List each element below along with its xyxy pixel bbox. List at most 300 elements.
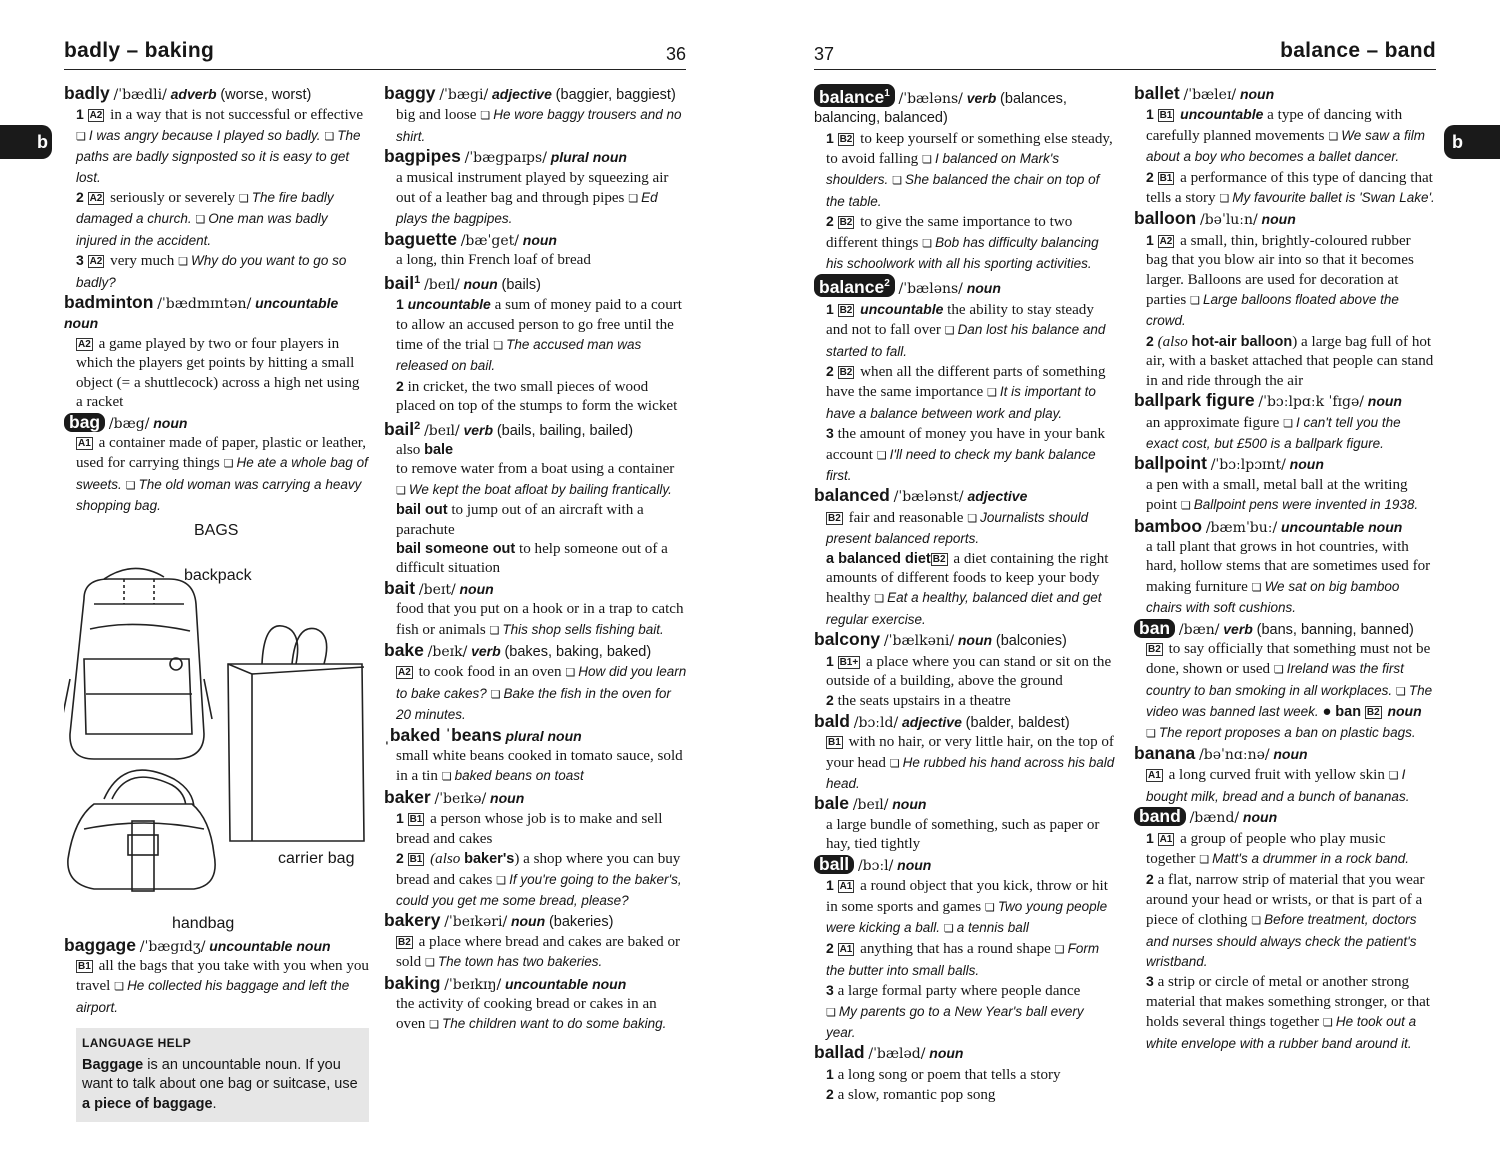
- variant: baker's: [464, 851, 515, 868]
- part-of-speech: noun: [929, 1045, 964, 1062]
- example: ❏ The town has two bakeries.: [425, 954, 602, 969]
- headword: ballpoint: [1134, 453, 1207, 474]
- language-help-title: LANGUAGE HELP: [82, 1036, 192, 1051]
- entry-bagpipes: [384, 147, 687, 230]
- entry-baguette: [384, 230, 687, 271]
- example: ❏ Ireland was the first country to ban smoking in all workplaces.: [1146, 661, 1404, 697]
- headword: ballpark figure: [1134, 390, 1255, 411]
- definition: a diet containing the right amounts of different foods to keep your body healthy: [826, 550, 1109, 607]
- sense: [1134, 765, 1436, 807]
- sense-number: 2: [826, 362, 834, 379]
- example: ❏ The fire badly damaged a church.: [76, 190, 334, 226]
- headword: bale: [814, 793, 850, 814]
- sense-number: 1: [826, 300, 834, 317]
- entry-balance-2: [814, 274, 1115, 486]
- inflections: (bails, bailing, bailed): [496, 422, 634, 439]
- sense: [384, 377, 687, 417]
- sense: [384, 849, 687, 911]
- pronunciation: /ˈbæləns/: [898, 281, 963, 298]
- definition: to help someone out of a difficult situation: [396, 541, 668, 577]
- sense: [1134, 972, 1436, 1054]
- headword-core: bag: [64, 413, 105, 432]
- part-of-speech: uncountable noun: [64, 295, 339, 332]
- entry-baker: [384, 788, 687, 911]
- example: ❏ The paths are badly signposted so it is easy to get lost.: [76, 128, 361, 185]
- pronunciation: /bəˈnɑːnə/: [1199, 747, 1270, 763]
- phrase-sense: [814, 550, 1115, 631]
- sense-number: 1: [396, 296, 404, 313]
- part-of-speech: noun: [153, 414, 188, 431]
- definition: a person whose job is to make and sell bread and cakes: [396, 811, 663, 847]
- sense-number: 1: [1146, 829, 1154, 846]
- example: ❏ I can't tell you the exact cost, but £500 is a ballpark figure.: [1146, 415, 1401, 451]
- homograph-number: 1: [884, 88, 890, 99]
- sense-number: 1: [76, 106, 84, 123]
- example: ❏ Large balloons floated above the crowd.: [1146, 292, 1399, 328]
- sense: [814, 1065, 1115, 1085]
- part-of-speech: adverb: [170, 86, 217, 102]
- pronunciation: /beɪt/: [418, 581, 456, 598]
- paren-close: ): [514, 851, 520, 868]
- definition: a sum of money paid to a court to allow an accused person to go free until the time of the trial: [396, 297, 682, 353]
- example: ❏ The old woman was carrying a heavy shopping bag.: [76, 477, 361, 513]
- pronunciation: /bəˈluːn/: [1200, 212, 1258, 229]
- example: ❏ He wore baggy trousers and no shirt.: [396, 107, 682, 143]
- entry-baggy: [384, 84, 687, 147]
- left-letter-tab: b: [0, 125, 52, 159]
- example: ❏ a tennis ball: [944, 920, 1029, 935]
- sense: [1134, 332, 1436, 391]
- sense-number: 2: [396, 377, 404, 394]
- pronunciation: /ˈbægpaɪps/: [464, 150, 547, 167]
- definition: a group of people who play music together: [1146, 830, 1386, 868]
- level-badge: B1: [409, 854, 423, 866]
- example: ❏ This shop sells fishing bait.: [490, 622, 664, 637]
- also-label: (also: [1157, 333, 1188, 350]
- pronunciation: /bæg/: [108, 415, 150, 432]
- variant: hot-air balloon: [1191, 333, 1293, 350]
- level-badge: B1: [78, 960, 91, 972]
- definition: seriously or severely: [110, 190, 236, 207]
- level-badge: A2: [78, 338, 91, 350]
- pronunciation: /ˈbɔːlpɑːk ˈfɪgə/: [1258, 394, 1364, 411]
- headword: bald: [814, 710, 850, 731]
- level-badge: B2: [932, 553, 946, 565]
- definition: food that you put on a hook or in a trap to catch fish or animals: [396, 601, 684, 638]
- example: ❏ Dan lost his balance and started to fall.: [826, 322, 1105, 358]
- handbag-label: handbag: [172, 914, 235, 932]
- entry-badminton: [64, 293, 369, 412]
- part-of-speech: noun: [1367, 393, 1402, 410]
- definition: to say officially that something must not be done, shown or used: [1146, 640, 1431, 678]
- sense-number: 2: [826, 692, 834, 709]
- sense: [64, 188, 369, 251]
- level-badge: B2: [839, 304, 853, 316]
- carrier-bag-drawing: [224, 619, 369, 849]
- sense: [384, 662, 687, 725]
- backpack-drawing: [64, 559, 214, 769]
- right-page-guide-words: balance – band: [1280, 39, 1436, 62]
- sense-number: 1: [396, 810, 404, 827]
- sense: [814, 129, 1115, 213]
- sense: [384, 460, 687, 501]
- sense: [1134, 105, 1436, 167]
- entry-bamboo: [1134, 517, 1436, 619]
- also-label: (also: [430, 851, 461, 868]
- backpack-label: backpack: [184, 566, 252, 584]
- entry-bald: [814, 712, 1115, 795]
- entry-ballet: [1134, 84, 1436, 209]
- pronunciation: /ˈbædli/: [113, 87, 167, 103]
- sense-number: 2: [1146, 871, 1154, 888]
- sense-number: 3: [76, 252, 84, 269]
- entry-ball: [814, 855, 1115, 1044]
- entry-balcony: [814, 630, 1115, 712]
- part-of-speech: noun: [1242, 809, 1278, 826]
- column-2: [384, 84, 687, 1036]
- pronunciation: /ˈbælkəni/: [883, 633, 955, 650]
- grammar-label: uncountable: [1180, 106, 1264, 123]
- level-badge: B2: [828, 512, 841, 524]
- phrase: bail out: [396, 502, 448, 519]
- sense: [814, 1085, 1115, 1105]
- level-badge: B1: [409, 814, 423, 826]
- definition: a shop where you can buy bread and cakes: [396, 851, 681, 888]
- definition: to give the same importance to two different things: [826, 214, 1073, 251]
- right-letter-tab: b: [1444, 125, 1500, 159]
- example: ❏ Before treatment, doctors and nurses should always check the patient's wristband.: [1146, 912, 1417, 969]
- definition: in a way that is not successful or effective: [110, 107, 364, 124]
- definition: very much: [110, 253, 175, 270]
- example: ❏ Bake the fish in the oven for 20 minutes.: [396, 686, 671, 722]
- column-4: [1134, 84, 1436, 1054]
- definition: a long, thin French loaf of bread: [396, 252, 591, 269]
- sense: [1134, 870, 1436, 972]
- definition: small white beans cooked in tomato sauce, sold in a tin: [396, 748, 683, 785]
- definition: when all the different parts of something have the same importance: [826, 363, 1106, 401]
- sense-number: 3: [826, 982, 834, 999]
- sense: [814, 981, 1115, 1043]
- left-page-guide-words: badly – baking: [64, 39, 215, 62]
- level-badge: B2: [839, 217, 853, 229]
- homograph-number: 2: [884, 278, 890, 290]
- headword: bait: [384, 577, 416, 598]
- grammar-label: uncountable: [407, 296, 491, 313]
- entry-ban: [1134, 619, 1436, 744]
- pronunciation: /ˈbægi/: [439, 87, 489, 103]
- entry-baggage: [64, 936, 369, 1019]
- pronunciation: /bɔːl/: [857, 857, 894, 874]
- right-page-number: 37: [814, 44, 835, 64]
- entry-balanced: [814, 486, 1115, 630]
- example: ❏ How did you learn to bake cakes?: [396, 664, 686, 700]
- part-of-speech: verb: [471, 643, 501, 660]
- entry-bait: [384, 579, 687, 641]
- example: ❏ Why do you want to go so badly?: [76, 253, 346, 289]
- example: ❏ She balanced the chair on top of the table.: [826, 172, 1099, 208]
- part-of-speech: noun: [1273, 746, 1308, 762]
- example: ❏ Two young people were kicking a ball.: [826, 899, 1107, 935]
- example: ❏ Journalists should present balanced reports.: [826, 510, 1088, 546]
- example: ❏ He took out a white envelope with a rubber band around it.: [1146, 1014, 1416, 1050]
- level-badge: B2: [398, 936, 411, 948]
- example: ❏ One man was badly injured in the accident.: [76, 211, 328, 247]
- headword: banana: [1134, 743, 1196, 763]
- headword-core: band: [1134, 807, 1186, 826]
- example: ❏ The video was banned last week.: [1146, 683, 1432, 719]
- sense: [1134, 413, 1436, 455]
- headword: balcony: [814, 629, 881, 650]
- carrier-bag-label: carrier bag: [278, 849, 355, 867]
- part-of-speech: plural noun: [505, 727, 582, 744]
- left-page-number: 36: [665, 44, 686, 64]
- pronunciation: /bænd/: [1189, 810, 1240, 827]
- definition: a tall plant that grows in hot countries, with hard, hollow stems that are sometimes used for making furniture: [1146, 538, 1431, 595]
- sense-number: 1: [1146, 106, 1154, 123]
- column-3: [814, 84, 1115, 1106]
- pronunciation: /ˈbeɪkɪŋ/: [444, 976, 502, 993]
- language-help-text: is an uncountable noun. If you want to talk about one bag or suitcase, use: [82, 1056, 358, 1093]
- part-of-speech: uncountable noun: [209, 937, 331, 954]
- definition: the ability to stay steady and not to fall over: [826, 301, 1094, 339]
- sense: [384, 747, 687, 788]
- language-help-word: Baggage: [82, 1056, 144, 1073]
- part-of-speech: noun: [957, 632, 993, 649]
- sense: [814, 300, 1115, 362]
- part-of-speech: noun: [510, 913, 546, 930]
- sense: [64, 251, 369, 293]
- pronunciation: /ˈbægɪdʒ/: [139, 938, 206, 955]
- headword: baguette: [384, 228, 457, 249]
- part-of-speech: noun: [897, 856, 932, 873]
- headword: bagpipes: [384, 146, 461, 167]
- definition: a game played by two or four players in which the players get points by hitting a small object (= a shuttlecock) across a high net using a racket: [76, 335, 360, 411]
- headword: badly: [64, 83, 110, 103]
- sense: [384, 600, 687, 641]
- sense: [384, 933, 687, 974]
- part-of-speech: noun: [1289, 456, 1324, 473]
- example: ❏ The accused man was released on bail.: [396, 337, 641, 373]
- sense: [384, 169, 687, 230]
- headword: ˌbaked ˈbeans: [384, 724, 502, 745]
- entry-banana: [1134, 744, 1436, 807]
- definition: an approximate figure: [1146, 414, 1280, 431]
- pronunciation: /beɪl/: [424, 276, 460, 293]
- definition: a long song or poem that tells a story: [837, 1066, 1061, 1083]
- level-badge: B2: [1148, 643, 1161, 655]
- part-of-speech: noun: [1239, 86, 1275, 102]
- sense: [64, 105, 369, 188]
- sense-number: 2: [1146, 332, 1154, 349]
- definition: a place where bread and cakes are baked or sold: [396, 933, 681, 971]
- headword: ballad: [814, 1042, 865, 1063]
- headword: balanced: [814, 485, 890, 506]
- sense-number: 2: [1146, 168, 1154, 185]
- headword-core: [814, 84, 895, 107]
- grammar-label: uncountable: [860, 300, 944, 317]
- definition: a type of dancing with carefully planned movements: [1146, 107, 1403, 144]
- sense: [384, 809, 687, 849]
- level-badge: A1: [839, 881, 853, 893]
- example: ❏ The children want to do some baking.: [429, 1016, 666, 1031]
- sense: [814, 424, 1115, 486]
- sense-number: 3: [1146, 973, 1154, 990]
- handbag-drawing: [64, 759, 224, 899]
- pronunciation: /ˈbælənst/: [893, 489, 964, 506]
- pronunciation: /beɪl/: [424, 422, 460, 439]
- level-badge: B1: [1159, 110, 1173, 122]
- example: ❏ The report proposes a ban on plastic bags.: [1146, 725, 1416, 740]
- column-1: [64, 84, 369, 1122]
- derivative-bullet: ●: [1322, 704, 1332, 721]
- sense: [384, 251, 687, 270]
- headword: bakery: [384, 910, 441, 931]
- sense: [1134, 829, 1436, 871]
- part-of-speech: noun: [892, 796, 927, 813]
- level-badge: A2: [89, 256, 103, 268]
- part-of-speech: plural noun: [550, 149, 627, 166]
- example: ❏ It is important to have a balance between work and play.: [826, 384, 1096, 420]
- level-badge: A2: [1159, 235, 1173, 247]
- definition: a large formal party where people dance: [837, 983, 1081, 1000]
- homograph-number: 1: [414, 273, 421, 286]
- headword: bail: [384, 418, 415, 439]
- sense: [814, 362, 1115, 424]
- derivative: ban: [1335, 704, 1362, 721]
- homograph-number: 2: [414, 419, 421, 432]
- headword: bail: [384, 272, 415, 293]
- sense-number: 1: [826, 877, 834, 894]
- example: ❏ Ballpoint pens were invented in 1938.: [1181, 497, 1418, 512]
- inflections: (bakeries): [548, 914, 614, 931]
- level-badge: A2: [89, 193, 103, 205]
- example: ❏ If you're going to the baker's, could you get me some bread, please?: [396, 872, 682, 908]
- entry-baking: [384, 974, 687, 1036]
- headword: baking: [384, 972, 441, 993]
- phrasal-verb: [384, 501, 687, 540]
- part-of-speech: adjective: [491, 86, 552, 102]
- entry-ballad: [814, 1043, 1115, 1105]
- example: ❏ He collected his baggage and left the airport.: [76, 978, 349, 1014]
- definition: the activity of cooking bread or cakes in an oven: [396, 995, 657, 1033]
- level-badge: A1: [1159, 833, 1173, 845]
- definition: to jump out of an aircraft with a parachute: [396, 502, 644, 538]
- phrase: bail someone out: [396, 541, 516, 557]
- headword: bamboo: [1134, 515, 1203, 536]
- entry-bale: [814, 794, 1115, 854]
- definition: anything that has a round shape: [860, 941, 1051, 958]
- sense-number: 2: [826, 213, 834, 230]
- sense: [814, 733, 1115, 794]
- pronunciation: /beɪl/: [852, 797, 889, 814]
- example: ❏ Matt's a drummer in a rock band.: [1199, 851, 1409, 866]
- headword-text: balance: [819, 86, 885, 107]
- entry-bag: [64, 413, 369, 517]
- entry-bail-1: [384, 271, 687, 417]
- example: ❏ I'll need to check my bank balance first.: [826, 447, 1096, 483]
- level-badge: B2: [839, 366, 853, 378]
- pronunciation: /ˈbæləns/: [898, 90, 963, 107]
- example: ❏ I bought milk, bread and a bunch of bananas.: [1146, 767, 1409, 803]
- part-of-speech: uncountable noun: [1281, 518, 1403, 535]
- definition: a place where you can stand or sit on the outside of a building, above the ground: [826, 653, 1112, 690]
- part-of-speech: noun: [459, 580, 494, 597]
- definition: a large bundle of something, such as paper or hay, tied tightly: [826, 816, 1100, 853]
- level-badge: A1: [78, 437, 91, 449]
- headword: ballet: [1134, 83, 1180, 103]
- sense: [814, 816, 1115, 855]
- pronunciation: /bæˈget/: [460, 232, 519, 249]
- sense-number: 3: [826, 425, 834, 442]
- right-page-header: [814, 36, 1436, 70]
- level-badge: A2: [89, 110, 103, 122]
- definition: a round object that you kick, throw or hit in some sports and games: [826, 878, 1108, 915]
- sense: [384, 995, 687, 1036]
- definition: a container made of paper, plastic or leather, used for carrying things: [76, 434, 366, 472]
- left-page-header: [64, 36, 686, 70]
- part-of-speech: noun: [966, 280, 1001, 297]
- entry-badly: [64, 84, 369, 293]
- part-of-speech: noun: [463, 275, 498, 292]
- example: ❏ He rubbed his hand across his bald head.: [826, 755, 1114, 791]
- variant: bale: [424, 441, 454, 458]
- part-of-speech: verb: [966, 89, 997, 106]
- inflections: (baggier, baggiest): [555, 87, 676, 103]
- example: ❏ Ed plays the bagpipes.: [396, 190, 658, 226]
- entry-baked-beans: [384, 726, 687, 788]
- example: ❏ baked beans on toast: [442, 768, 584, 783]
- level-badge: B2: [1366, 707, 1380, 719]
- pronunciation: /bæmˈbuː/: [1205, 519, 1278, 536]
- sense: [384, 441, 687, 460]
- definition: fair and reasonable: [848, 509, 964, 526]
- pronunciation: /beɪk/: [427, 644, 468, 661]
- sense-number: 1: [1146, 231, 1154, 248]
- inflections: (bails): [501, 276, 541, 293]
- language-help-box: [76, 1028, 369, 1122]
- headword: badminton: [64, 292, 154, 313]
- example: ❏ We sat on big bamboo chairs with soft cushions.: [1146, 579, 1399, 615]
- part-of-speech: adjective: [967, 488, 1028, 505]
- definition: a slow, romantic pop song: [837, 1087, 996, 1104]
- pronunciation: /ˈbɔːlpɔɪnt/: [1210, 457, 1286, 474]
- sense-number: 2: [76, 189, 84, 206]
- example: ❏ I was angry because I played so badly.: [76, 128, 321, 143]
- headword-text: balance: [819, 277, 885, 298]
- sense: [384, 105, 687, 147]
- sense-number: 1: [826, 1065, 834, 1082]
- pronunciation: /bæn/: [1178, 621, 1220, 638]
- inflections: (bakes, baking, baked): [504, 644, 652, 661]
- illustration-title: BAGS: [194, 521, 239, 539]
- example: ❏ Form the butter into small balls.: [826, 941, 1099, 977]
- inflections: (balconies): [995, 633, 1067, 650]
- part-of-speech: verb: [1223, 620, 1253, 637]
- definition: a small, thin, brightly-coloured rubber bag that you blow air into so that it becomes larger. Balloons are used for decoration at parties: [1146, 232, 1414, 309]
- sense-number: 2: [826, 1086, 834, 1103]
- entry-ballpoint: [1134, 454, 1436, 516]
- sense-number: 2: [826, 940, 834, 957]
- part-of-speech: noun: [490, 789, 525, 806]
- sense: [1134, 538, 1436, 619]
- headword: bake: [384, 640, 424, 661]
- level-badge: B2: [839, 133, 853, 145]
- part-of-speech: uncountable noun: [504, 975, 627, 992]
- definition: a flat, narrow strip of material that you wear around your head or wrists, or that is part of a piece of clothing: [1146, 872, 1425, 929]
- example: ❏ We saw a film about a boy who becomes a ballet dancer.: [1146, 128, 1425, 164]
- sense: [814, 508, 1115, 550]
- entry-band: [1134, 807, 1436, 1054]
